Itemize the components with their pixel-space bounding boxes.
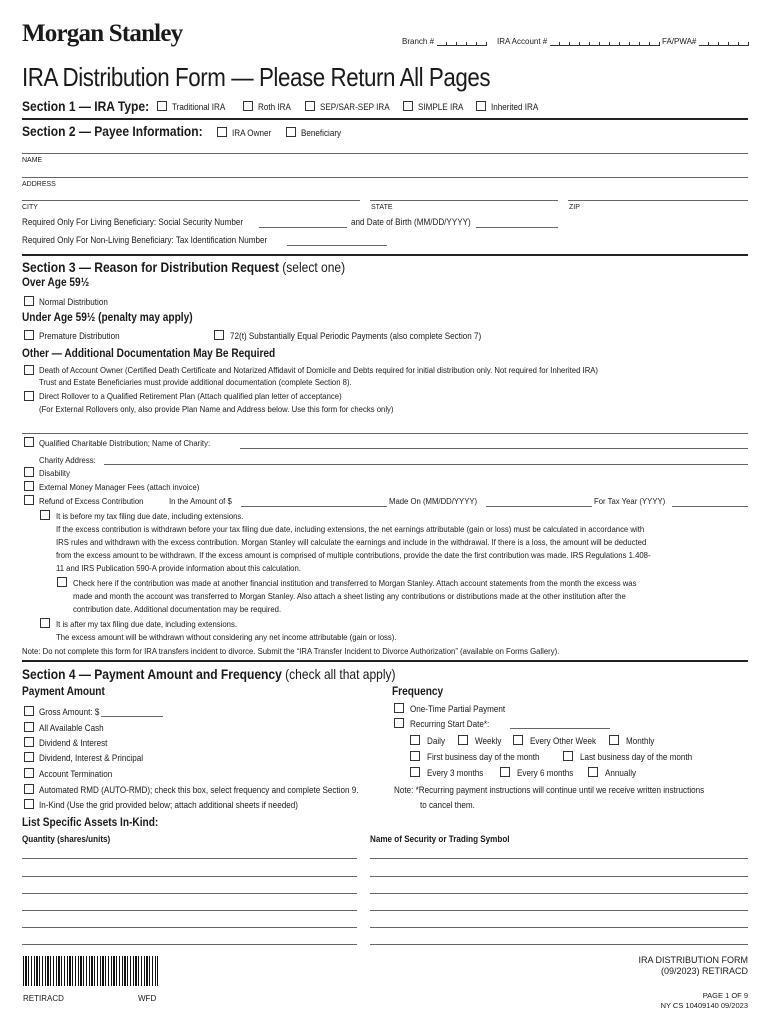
- recurring-label: Recurring Start Date*:: [410, 719, 490, 729]
- check-p2: made and month the account was transferred to Morgan Stanley. Also attach a sheet listing any contributions or distributions made at the other institution after the: [73, 591, 626, 601]
- tax-year-line[interactable]: [672, 506, 748, 507]
- footer-page-number: PAGE 1 OF 9: [702, 991, 748, 1000]
- assets-heading: List Specific Assets In-Kind:: [22, 817, 159, 829]
- sep-ira-label: SEP/SAR-SEP IRA: [320, 102, 390, 112]
- every3-checkbox[interactable]: [410, 767, 420, 777]
- daily-checkbox[interactable]: [410, 735, 420, 745]
- fa-comb[interactable]: [699, 38, 749, 46]
- auto-rmd-checkbox[interactable]: [24, 784, 34, 794]
- qty-row-line[interactable]: [22, 910, 357, 911]
- page-title: IRA Distribution Form — Please Return All Pages: [22, 62, 491, 92]
- every6-label: Every 6 months: [517, 768, 574, 778]
- morgan-stanley-logo: Morgan Stanley: [22, 20, 183, 47]
- sep-ira-checkbox[interactable]: [305, 101, 315, 111]
- traditional-ira-checkbox[interactable]: [157, 101, 167, 111]
- monthly-label: Monthly: [626, 736, 655, 746]
- inherited-ira-label: Inherited IRA: [491, 102, 539, 112]
- security-row-line[interactable]: [370, 858, 748, 859]
- gross-amount-label: Gross Amount: $: [39, 707, 100, 717]
- gross-amount-checkbox[interactable]: [24, 706, 34, 716]
- payment-amount-heading: Payment Amount: [22, 686, 105, 698]
- simple-ira-label: SIMPLE IRA: [418, 102, 464, 112]
- branch-label: Branch #: [402, 37, 435, 46]
- rollover-checkbox[interactable]: [24, 391, 34, 401]
- quantity-column-header: Quantity (shares/units): [22, 834, 111, 844]
- after-p1: The excess amount will be withdrawn without considering any net income attributable (gain or loss).: [56, 632, 397, 642]
- section1-divider: [22, 118, 748, 120]
- made-on-line[interactable]: [486, 506, 592, 507]
- section4-heading-note: (check all that apply): [285, 666, 396, 682]
- ira-account-label: IRA Account #: [497, 37, 548, 46]
- last-biz-checkbox[interactable]: [563, 751, 573, 761]
- last-biz-label: Last business day of the month: [580, 752, 693, 762]
- ext-fees-checkbox[interactable]: [24, 481, 34, 491]
- footer-form-code: (09/2023) RETIRACD: [660, 966, 748, 976]
- address-label: ADDRESS: [22, 181, 56, 188]
- section1-heading: Section 1 — IRA Type:: [22, 98, 150, 114]
- after-due-checkbox[interactable]: [40, 618, 50, 628]
- zip-line[interactable]: [568, 200, 748, 201]
- branch-field[interactable]: [402, 37, 487, 46]
- monthly-checkbox[interactable]: [609, 735, 619, 745]
- qty-row-line[interactable]: [22, 876, 357, 877]
- before-p1: If the excess contribution is withdrawn before your tax filing due date, including extensions, the net earnings attributable (gain or loss) must be calculated in accordance with: [56, 524, 645, 534]
- footer-ny-code: NY CS 10409140 09/2023: [660, 1001, 748, 1010]
- other-heading: Other — Additional Documentation May Be Required: [22, 348, 276, 360]
- section3-heading-text: Section 3 — Reason for Distribution Request: [22, 259, 279, 275]
- before-p4: 11 and IRS Publication 590-A provide information about this calculation.: [56, 563, 301, 573]
- frequency-heading: Frequency: [392, 686, 444, 698]
- section3-heading: [22, 259, 345, 275]
- state-line[interactable]: [370, 200, 558, 201]
- traditional-ira-label: Traditional IRA: [172, 102, 226, 112]
- charity-address-label: Charity Address:: [39, 455, 96, 465]
- death-checkbox[interactable]: [24, 365, 34, 375]
- fa-label: FA/PWA#: [662, 37, 697, 46]
- check-p3: contribution date. Additional documentation may be required.: [73, 604, 282, 614]
- ext-fees-label: External Money Manager Fees (attach invoice): [39, 482, 200, 492]
- city-line[interactable]: [22, 200, 360, 201]
- div-int-label: Dividend & Interest: [39, 738, 108, 748]
- section4-heading: [22, 666, 396, 682]
- premature-distribution-label: Premature Distribution: [39, 331, 120, 341]
- all-cash-label: All Available Cash: [39, 723, 104, 733]
- plan-line[interactable]: [22, 433, 748, 434]
- fa-field[interactable]: [662, 37, 749, 46]
- qty-row-line[interactable]: [22, 893, 357, 894]
- amount-label: In the Amount of $: [169, 496, 232, 506]
- every6-checkbox[interactable]: [500, 767, 510, 777]
- dob-label: and Date of Birth (MM/DD/YYYY): [351, 217, 471, 227]
- death-line2: Trust and Estate Beneficiaries must provide additional documentation (complete Section 8).: [39, 377, 352, 387]
- every-other-week-checkbox[interactable]: [513, 735, 523, 745]
- footer-left-code: RETIRACD: [23, 994, 64, 1003]
- normal-distribution-checkbox[interactable]: [24, 296, 34, 306]
- beneficiary-checkbox[interactable]: [286, 127, 296, 137]
- barcode-image: [23, 956, 158, 986]
- tin-label: Required Only For Non-Living Beneficiary: Tax Identification Number: [22, 235, 268, 245]
- premature-distribution-checkbox[interactable]: [24, 330, 34, 340]
- auto-rmd-label: Automated RMD (AUTO-RMD); check this box, select frequency and complete Section 9.: [39, 785, 359, 795]
- state-label: STATE: [371, 204, 393, 211]
- tin-line[interactable]: [287, 245, 387, 246]
- recurring-note-line2: to cancel them.: [420, 800, 475, 810]
- div-int-prin-checkbox[interactable]: [24, 752, 34, 762]
- under-age-heading: Under Age 59½ (penalty may apply): [22, 312, 193, 324]
- made-on-label: Made On (MM/DD/YYYY): [389, 496, 478, 506]
- security-row-line[interactable]: [370, 944, 748, 945]
- security-row-line[interactable]: [370, 876, 748, 877]
- city-label: CITY: [22, 204, 38, 211]
- ssn-label: Required Only For Living Beneficiary: Social Security Number: [22, 217, 244, 227]
- every3-label: Every 3 months: [427, 768, 484, 778]
- ira-owner-checkbox[interactable]: [217, 127, 227, 137]
- address-line[interactable]: [22, 177, 748, 178]
- termination-checkbox[interactable]: [24, 768, 34, 778]
- qcd-checkbox[interactable]: [24, 437, 34, 447]
- annually-checkbox[interactable]: [588, 767, 598, 777]
- tax-year-label: For Tax Year (YYYY): [594, 496, 666, 506]
- simple-ira-checkbox[interactable]: [403, 101, 413, 111]
- before-due-label: It is before my tax filing due date, including extensions.: [56, 511, 244, 521]
- div-int-checkbox[interactable]: [24, 737, 34, 747]
- qty-row-line[interactable]: [22, 927, 357, 928]
- inherited-ira-checkbox[interactable]: [476, 101, 486, 111]
- ira-account-field[interactable]: [497, 37, 660, 46]
- daily-label: Daily: [427, 736, 446, 746]
- sepp-checkbox[interactable]: [214, 330, 224, 340]
- section2-divider: [22, 254, 748, 256]
- recurring-note-line1: Note: *Recurring payment instructions will continue until we receive written instructions: [394, 785, 705, 795]
- before-p3: from the excess amount to be withdrawn. If the excess amount is comprised of multiple contributions, provide the date the first contribution was made. IRS Regulations 1.408-: [56, 550, 651, 560]
- charity-name-line[interactable]: [240, 448, 748, 449]
- after-due-label: It is after my tax filing due date, including extensions.: [56, 619, 237, 629]
- recurring-date-line[interactable]: [510, 728, 610, 729]
- one-time-checkbox[interactable]: [394, 703, 404, 713]
- ssn-line[interactable]: [259, 227, 347, 228]
- recurring-checkbox[interactable]: [394, 718, 404, 728]
- death-line1: Death of Account Owner (Certified Death Certificate and Notarized Affidavit of Domicile and Debts required for initial distribution only. Not required for Inherited IRA): [39, 365, 599, 375]
- rollover-line1: Direct Rollover to a Qualified Retirement Plan (Attach qualified plan letter of acceptance): [39, 391, 342, 401]
- disability-label: Disability: [39, 468, 70, 478]
- before-due-checkbox[interactable]: [40, 510, 50, 520]
- termination-label: Account Termination: [39, 769, 113, 779]
- sepp-label: 72(t) Substantially Equal Periodic Payments (also complete Section 7): [230, 331, 482, 341]
- rollover-line2: (For External Rollovers only, also provide Plan Name and Address below. Use this form for checks only): [39, 404, 394, 414]
- before-p2: IRS rules and withdrawn with the excess contribution. Morgan Stanley will calculate the earnings and include in the withdrawal. If there is a loss, the amount will be deducted: [56, 537, 647, 547]
- security-row-line[interactable]: [370, 893, 748, 894]
- qcd-label: Qualified Charitable Distribution; Name of Charity:: [39, 438, 211, 448]
- amount-line[interactable]: [241, 506, 387, 507]
- security-row-line[interactable]: [370, 910, 748, 911]
- charity-address-line[interactable]: [104, 464, 748, 465]
- all-cash-checkbox[interactable]: [24, 722, 34, 732]
- footer-mid-code: WFD: [138, 994, 157, 1003]
- weekly-checkbox[interactable]: [458, 735, 468, 745]
- first-biz-checkbox[interactable]: [410, 751, 420, 761]
- roth-ira-checkbox[interactable]: [243, 101, 253, 111]
- security-column-header: Name of Security or Trading Symbol: [370, 834, 510, 844]
- excess-label: Refund of Excess Contribution: [39, 496, 144, 506]
- in-kind-checkbox[interactable]: [24, 799, 34, 809]
- other-institution-checkbox[interactable]: [57, 577, 67, 587]
- ira-account-comb[interactable]: [550, 38, 660, 46]
- qty-row-line[interactable]: [22, 944, 357, 945]
- name-line[interactable]: [22, 153, 748, 154]
- section3-divider: [22, 660, 748, 662]
- section2-heading: Section 2 — Payee Information:: [22, 123, 203, 139]
- footer-form-name: IRA DISTRIBUTION FORM: [638, 955, 748, 965]
- div-int-prin-label: Dividend, Interest & Principal: [39, 753, 144, 763]
- qty-row-line[interactable]: [22, 858, 357, 859]
- every-other-week-label: Every Other Week: [530, 736, 597, 746]
- in-kind-label: In-Kind (Use the grid provided below; attach additional sheets if needed): [39, 800, 298, 810]
- security-row-line[interactable]: [370, 927, 748, 928]
- zip-label: ZIP: [569, 204, 580, 211]
- annually-label: Annually: [605, 768, 637, 778]
- check-p1: Check here if the contribution was made at another financial institution and transferred to Morgan Stanley. Attach account statements from the month the excess was: [73, 578, 637, 588]
- section4-heading-text: Section 4 — Payment Amount and Frequency: [22, 666, 282, 682]
- over-age-heading: Over Age 59½: [22, 277, 90, 289]
- name-label: NAME: [22, 157, 43, 164]
- roth-ira-label: Roth IRA: [258, 102, 291, 112]
- dob-line[interactable]: [476, 227, 558, 228]
- normal-distribution-label: Normal Distribution: [39, 297, 108, 307]
- divorce-note: Note: Do not complete this form for IRA transfers incident to divorce. Submit the “IRA Transfer Incident to Divorce Authorization” (available on Forms Gallery).: [22, 646, 560, 656]
- branch-comb[interactable]: [437, 38, 487, 46]
- disability-checkbox[interactable]: [24, 467, 34, 477]
- first-biz-label: First business day of the month: [427, 752, 540, 762]
- gross-amount-line[interactable]: [101, 716, 163, 717]
- ira-owner-label: IRA Owner: [232, 128, 272, 138]
- excess-checkbox[interactable]: [24, 495, 34, 505]
- one-time-label: One-Time Partial Payment: [410, 704, 506, 714]
- section3-heading-note: (select one): [282, 259, 346, 275]
- weekly-label: Weekly: [475, 736, 502, 746]
- beneficiary-label: Beneficiary: [301, 128, 342, 138]
